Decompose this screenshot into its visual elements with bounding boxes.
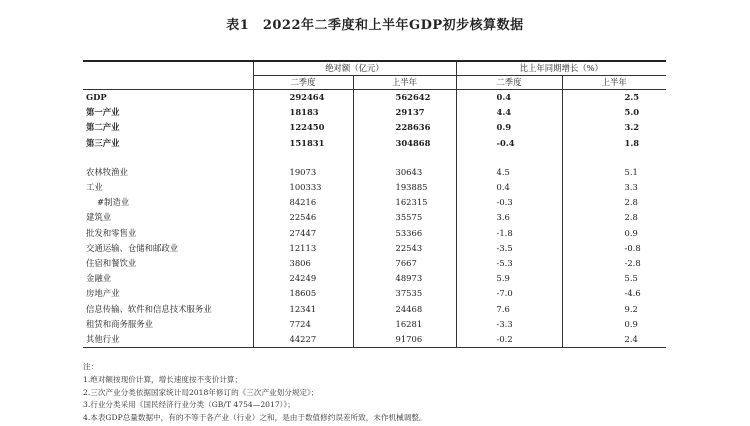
- table-row: [83, 271, 666, 286]
- row-label: 第一产业: [86, 107, 120, 118]
- cell-q2-growth: -7.0: [456, 286, 562, 301]
- cell-h1-absolute: 91706: [353, 332, 456, 348]
- gdp-table: [83, 60, 666, 348]
- table-row: [83, 286, 666, 301]
- cell-q2-growth: 4.4: [456, 105, 562, 120]
- cell-h1-growth: 5.0: [562, 105, 666, 120]
- cell-q2-growth: -1.8: [456, 226, 562, 241]
- cell-q2-growth: 0.9: [456, 120, 562, 135]
- cell-h1-absolute: 29137: [353, 105, 456, 120]
- cell-q2-growth: -0.2: [456, 332, 562, 348]
- header-h1-growth: 上半年: [562, 76, 666, 90]
- row-label: 金融业: [86, 273, 112, 284]
- cell-h1-growth: 2.8: [562, 195, 666, 210]
- cell-q2-growth: 4.5: [456, 165, 562, 180]
- cell-q2-growth: 0.4: [456, 180, 562, 195]
- table-row: [83, 302, 666, 317]
- table-row: [83, 210, 666, 225]
- notes-heading: 注：: [83, 362, 99, 371]
- row-label: 租赁和商务服务业: [86, 318, 153, 329]
- table-row: [83, 90, 666, 106]
- table-row: [83, 195, 666, 210]
- cell-q2-growth: 5.9: [456, 271, 562, 286]
- row-label: #制造业: [97, 197, 130, 208]
- header-row-group: [83, 61, 666, 76]
- cell-q2-growth: -3.3: [456, 317, 562, 332]
- cell-q2-absolute: 24249: [253, 271, 353, 286]
- cell-h1-absolute: 35575: [353, 210, 456, 225]
- cell-h1-growth: -0.8: [562, 241, 666, 256]
- table-row: [83, 241, 666, 256]
- cell-h1-absolute: 22543: [353, 241, 456, 256]
- cell-q2-absolute: 44227: [253, 332, 353, 348]
- header-q2-growth: 二季度: [456, 76, 562, 90]
- cell-h1-absolute: 162315: [353, 195, 456, 210]
- table-row: [83, 317, 666, 332]
- cell-q2-growth: -0.3: [456, 195, 562, 210]
- table-row: [83, 180, 666, 195]
- cell-h1-growth: 0.9: [562, 317, 666, 332]
- cell-h1-growth: 0.9: [562, 226, 666, 241]
- cell-q2-absolute: 3806: [253, 256, 353, 271]
- cell-h1-absolute: 562642: [353, 90, 456, 106]
- header-h1-abs: 上半年: [353, 76, 456, 90]
- cell-h1-growth: 3.2: [562, 120, 666, 135]
- cell-h1-growth: -4.6: [562, 286, 666, 301]
- cell-h1-absolute: 304868: [353, 136, 456, 151]
- row-label: 建筑业: [86, 212, 112, 223]
- cell-h1-absolute: 193885: [353, 180, 456, 195]
- cell-h1-absolute: 24468: [353, 302, 456, 317]
- row-label: 信息传输、软件和信息技术服务业: [86, 303, 212, 314]
- cell-h1-absolute: 16281: [353, 317, 456, 332]
- note-item: 1.绝对额按现价计算，增长速度按不变价计算；: [83, 374, 243, 384]
- header-absolute: 绝对额（亿元）: [253, 61, 456, 76]
- table-row: [83, 105, 666, 120]
- cell-q2-absolute: 18605: [253, 286, 353, 301]
- cell-h1-growth: 5.5: [562, 271, 666, 286]
- table-row: [83, 256, 666, 271]
- cell-h1-growth: 3.3: [562, 180, 666, 195]
- notes: [83, 361, 426, 425]
- row-label: 其他行业: [83, 332, 253, 348]
- row-label: 批发和零售业: [86, 227, 137, 238]
- row-label: 第三产业: [86, 137, 120, 148]
- cell-q2-absolute: 84216: [253, 195, 353, 210]
- row-label: 交通运输、仓储和邮政业: [86, 242, 179, 253]
- cell-h1-growth: 2.8: [562, 210, 666, 225]
- row-label: GDP: [86, 92, 107, 102]
- table-row: [83, 226, 666, 241]
- note-item: 4.本表GDP总量数据中，有的不等于各产业（行业）之和，是由于数值修约误差所致，未作机械调整。: [83, 413, 427, 423]
- cell-q2-absolute: 12113: [253, 241, 353, 256]
- note-item: 2.三次产业分类依据国家统计局2018年修订的《三次产业划分规定》；: [83, 387, 319, 397]
- cell-q2-absolute: 12341: [253, 302, 353, 317]
- cell-h1-absolute: 37535: [353, 286, 456, 301]
- table-title: 表1 2022年二季度和上半年GDP初步核算数据: [226, 18, 524, 33]
- cell-q2-absolute: 27447: [253, 226, 353, 241]
- table-row: [83, 136, 666, 151]
- table-row: [83, 120, 666, 135]
- header-growth: 比上年同期增长（%）: [456, 61, 666, 76]
- cell-q2-absolute: 18183: [253, 105, 353, 120]
- cell-h1-absolute: 30643: [353, 165, 456, 180]
- cell-h1-growth: 5.1: [562, 165, 666, 180]
- cell-q2-growth: -3.5: [456, 241, 562, 256]
- cell-h1-growth: -2.8: [562, 256, 666, 271]
- header-q2-abs: 二季度: [253, 76, 353, 90]
- table-row: [83, 165, 666, 180]
- cell-q2-absolute: 22546: [253, 210, 353, 225]
- cell-h1-absolute: 228636: [353, 120, 456, 135]
- cell-h1-growth: 2.5: [562, 90, 666, 106]
- row-label: 工业: [86, 182, 103, 193]
- row-label: 房地产业: [86, 288, 120, 299]
- header-row-period: [83, 76, 666, 90]
- row-label: 第二产业: [86, 122, 120, 133]
- cell-h1-absolute: 48973: [353, 271, 456, 286]
- cell-q2-absolute: 19073: [253, 165, 353, 180]
- spacer-row: [83, 151, 666, 165]
- cell-q2-absolute: 7724: [253, 317, 353, 332]
- cell-h1-absolute: 7667: [353, 256, 456, 271]
- cell-h1-growth: 9.2: [562, 302, 666, 317]
- cell-h1-growth: 1.8: [562, 136, 666, 151]
- cell-q2-growth: 0.4: [456, 90, 562, 106]
- table-row: [83, 332, 666, 348]
- cell-q2-growth: -0.4: [456, 136, 562, 151]
- row-label: 农林牧渔业: [86, 166, 128, 177]
- cell-h1-growth: 2.4: [562, 332, 666, 348]
- cell-h1-absolute: 53366: [353, 226, 456, 241]
- cell-q2-growth: 3.6: [456, 210, 562, 225]
- cell-q2-absolute: 100333: [253, 180, 353, 195]
- note-item: 3.行业分类采用《国民经济行业分类（GB/T 4754—2017）》；: [83, 400, 295, 410]
- cell-q2-growth: 7.6: [456, 302, 562, 317]
- cell-q2-absolute: 292464: [253, 90, 353, 106]
- cell-q2-absolute: 122450: [253, 120, 353, 135]
- row-label: 住宿和餐饮业: [86, 258, 137, 269]
- cell-q2-absolute: 151831: [253, 136, 353, 151]
- cell-q2-growth: -5.3: [456, 256, 562, 271]
